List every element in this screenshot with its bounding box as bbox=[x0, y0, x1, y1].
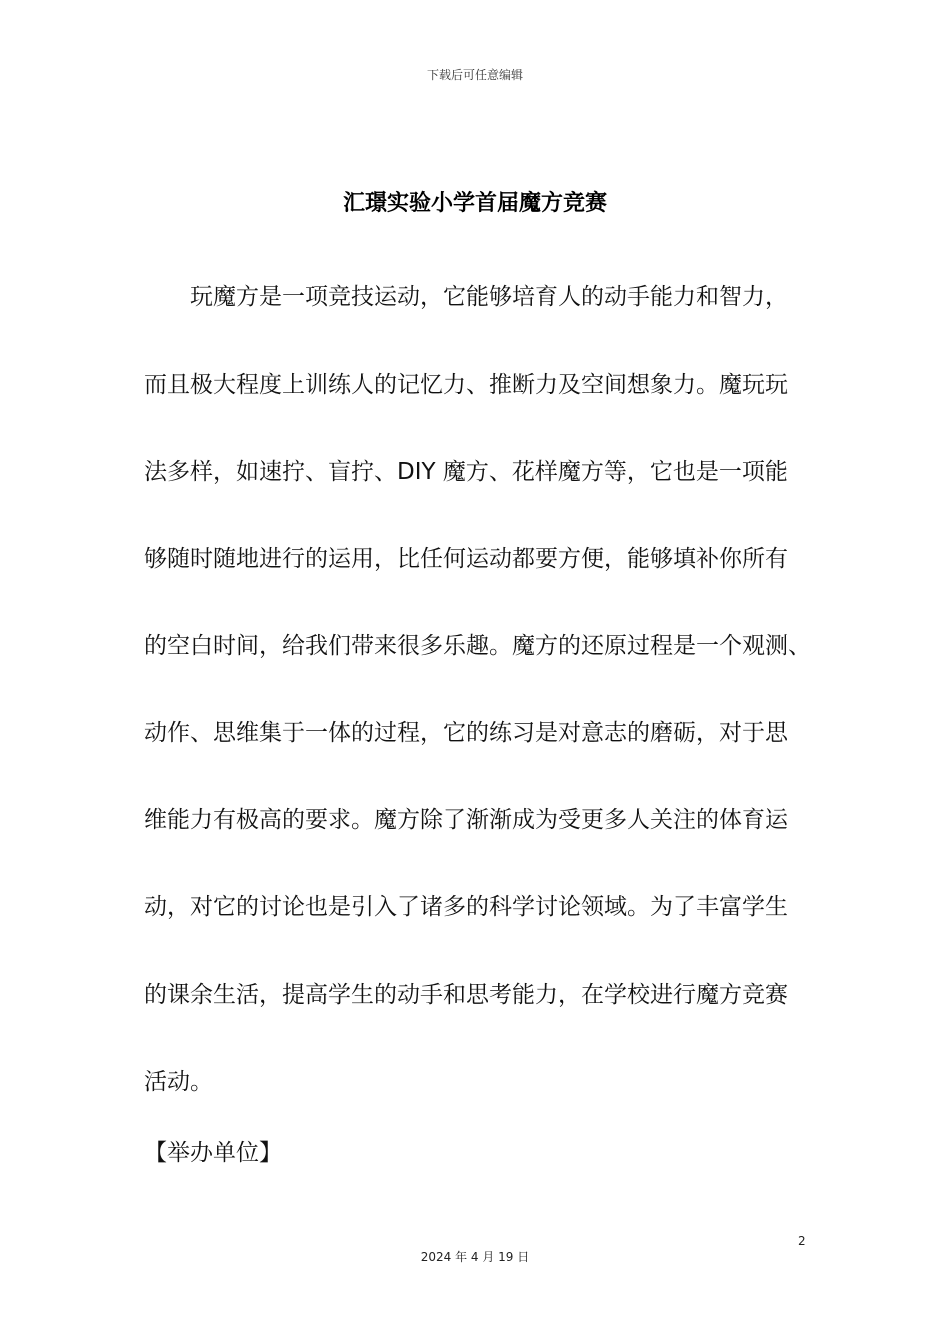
paragraph-line: 活动。 bbox=[144, 1069, 213, 1095]
document-title: 汇璟实验小学首届魔方竞赛 bbox=[342, 191, 607, 216]
paragraph-line: 的空白时间，给我们带来很多乐趣。魔方的还原过程是一个观测、 bbox=[144, 633, 811, 659]
section-heading: 【举办单位】 bbox=[144, 1140, 282, 1166]
paragraph-line: 维能力有极高的要求。魔方除了渐渐成为受更多人关注的体育运 bbox=[144, 807, 788, 833]
paragraph-line: 动，对它的讨论也是引入了诸多的科学讨论领域。为了丰富学生 bbox=[144, 894, 788, 920]
paragraph-line: 动作、思维集于一体的过程，它的练习是对意志的磨砺，对于思 bbox=[144, 720, 788, 746]
paragraph-line: 而且极大程度上训练人的记忆力、推断力及空间想象力。魔玩玩 bbox=[144, 372, 788, 398]
page-number: 2 bbox=[798, 1234, 806, 1248]
paragraph-line: 玩魔方是一项竞技运动，它能够培育人的动手能力和智力， bbox=[190, 284, 788, 310]
paragraph-line: 法多样，如速拧、盲拧、DIY 魔方、花样魔方等，它也是一项能 bbox=[144, 459, 788, 485]
footer-date: 2024 年 4 月 19 日 bbox=[420, 1250, 530, 1264]
paragraph-line: 够随时随地进行的运用，比任何运动都要方便，能够填补你所有 bbox=[144, 546, 788, 572]
header-note: 下载后可任意编辑 bbox=[426, 68, 523, 82]
paragraph-line: 的课余生活，提高学生的动手和思考能力，在学校进行魔方竞赛 bbox=[144, 982, 788, 1008]
